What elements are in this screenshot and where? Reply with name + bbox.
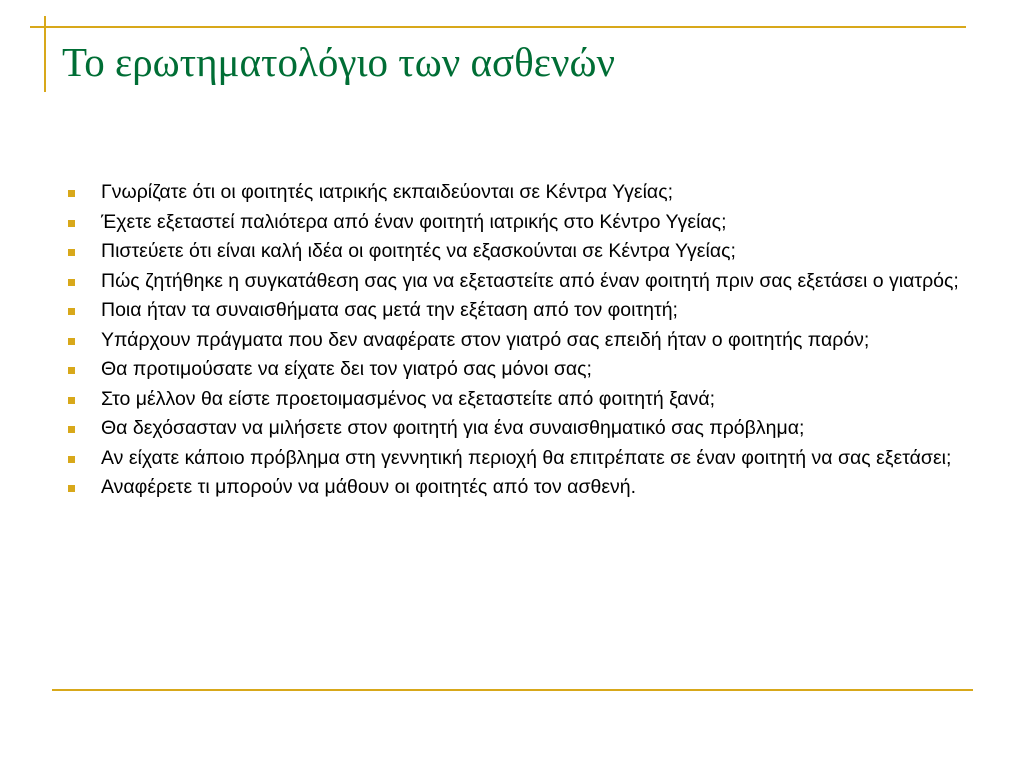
list-item	[68, 388, 978, 412]
bullet-text: Πώς ζητήθηκε η συγκατάθεση σας για να εξεταστείτε από έναν φοιτητή πριν σας εξετάσει ο γιατρός;	[101, 269, 959, 292]
bottom-decorative-rule	[52, 689, 973, 691]
square-bullet-icon	[68, 426, 75, 433]
bullet-text: Στο μέλλον θα είστε προετοιμασμένος να εξεταστείτε από φοιτητή ξανά;	[101, 387, 716, 410]
square-bullet-icon	[68, 220, 75, 227]
bullet-text: Αναφέρετε τι μπορούν να μάθουν οι φοιτητές από τον ασθενή.	[101, 476, 637, 498]
list-item	[68, 417, 978, 441]
square-bullet-icon	[68, 338, 75, 345]
bullet-text: Γνωρίζατε ότι οι φοιτητές ιατρικής εκπαιδεύονται σε Κέντρα Υγείας;	[101, 181, 674, 203]
bullet-text: Θα προτιμούσατε να είχατε δει τον γιατρό σας μόνοι σας;	[101, 358, 592, 380]
list-item	[68, 299, 978, 323]
bullet-list	[68, 181, 978, 506]
square-bullet-icon	[68, 485, 75, 492]
list-item	[68, 211, 978, 235]
square-bullet-icon	[68, 456, 75, 463]
list-item	[68, 181, 978, 205]
square-bullet-icon	[68, 190, 75, 197]
list-item	[68, 240, 978, 264]
square-bullet-icon	[68, 279, 75, 286]
side-decorative-rule	[44, 16, 46, 92]
bullet-text: Υπάρχουν πράγματα που δεν αναφέρατε στον γιατρό σας επειδή ήταν ο φοιτητής παρόν;	[101, 328, 870, 351]
list-item	[68, 270, 978, 294]
square-bullet-icon	[68, 308, 75, 315]
bullet-text: Ποια ήταν τα συναισθήματα σας μετά την εξέταση από τον φοιτητή;	[101, 299, 678, 321]
slide-title: Το ερωτηματολόγιο των ασθενών	[62, 39, 616, 85]
bullet-text: Θα δεχόσασταν να μιλήσετε στον φοιτητή για ένα συναισθηματικό σας πρόβλημα;	[101, 417, 805, 439]
list-item	[68, 329, 978, 353]
list-item	[68, 447, 978, 471]
square-bullet-icon	[68, 367, 75, 374]
square-bullet-icon	[68, 249, 75, 256]
top-decorative-rule	[30, 26, 966, 28]
bullet-text: Πιστεύετε ότι είναι καλή ιδέα οι φοιτητές να εξασκούνται σε Κέντρα Υγείας;	[101, 240, 736, 262]
bullet-text: Έχετε εξεταστεί παλιότερα από έναν φοιτητή ιατρικής στο Κέντρο Υγείας;	[101, 210, 727, 233]
list-item	[68, 476, 978, 500]
square-bullet-icon	[68, 397, 75, 404]
bullet-text: Αν είχατε κάποιο πρόβλημα στη γεννητική περιοχή θα επιτρέπατε σε έναν φοιτητή να σας εξετάσει;	[101, 446, 952, 469]
list-item	[68, 358, 978, 382]
